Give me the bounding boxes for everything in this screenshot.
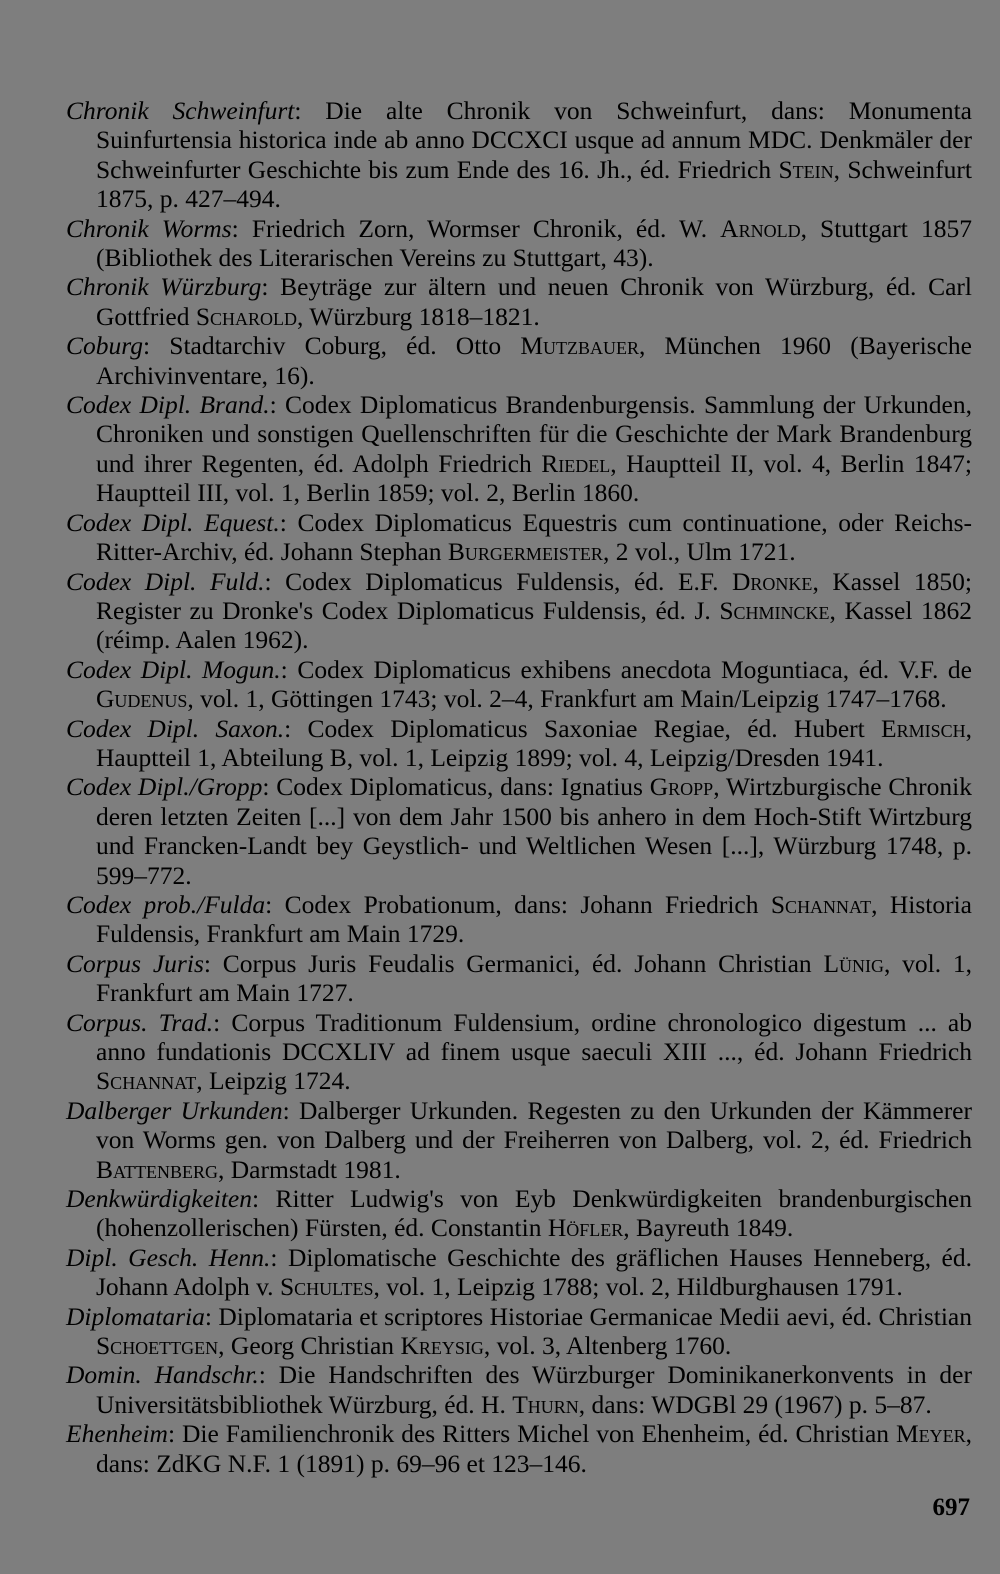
bibliography-entry [66,713,972,773]
entry-text: , Bayreuth 1849. [623,1213,794,1243]
editor-name: Burgermeister [447,537,603,567]
bibliography-entry [66,213,972,273]
entry-separator: : [167,1419,182,1449]
entry-separator: : [261,272,281,302]
editor-name: Gudenus [96,684,188,714]
entry-text: , Georg Christian [218,1331,401,1361]
bibliography-entry [66,507,972,567]
bibliography-entry [66,1095,972,1184]
bibliography-entry [66,654,972,714]
entry-text: Codex Diplomaticus Fuldensis, éd. E.F. [285,566,733,596]
bibliography-entry [66,772,972,890]
entry-abbreviation: Codex Dipl./Gropp [66,772,263,802]
entry-text: , 2 vol., Ulm 1721. [602,537,796,567]
editor-name: Schmincke [719,595,830,625]
editor-name: Arnold [720,213,801,243]
entry-text: , Historia Fuldensis, Frankfurt am Main 1729. [96,889,972,949]
entry-abbreviation: Chronik Würzburg [66,272,262,302]
entry-text: Friedrich Zorn, Wormser Chronik, éd. W. [251,213,721,243]
entry-abbreviation: Chronik Worms [66,213,232,243]
entry-separator: : [258,1360,279,1390]
bibliography-entry [66,1184,973,1243]
entry-separator: : [264,566,286,596]
editor-name: Gropp [649,772,714,802]
entry-text: , dans: WDGBl 29 (1967) p. 5–87. [578,1389,932,1419]
entry-text: Beyträge zur ältern und neuen Chronik von Würzburg, éd. Carl Gottfried [96,272,972,331]
entry-separator: : [231,213,252,243]
editor-name: Schannat [96,1066,197,1096]
entry-text: , Kassel 1862 (réimp. Aalen 1962). [96,595,972,655]
entry-separator: : [262,772,277,802]
editor-name: Riedel [541,448,611,478]
entry-text: Codex Diplomaticus exhibens anecdota Moguntiaca, éd. V.F. de [297,654,972,684]
entry-abbreviation: Dipl. Gesch. Henn. [66,1242,271,1272]
bibliography-entry [66,948,973,1008]
entry-separator: : [284,713,308,743]
entry-text: , vol. 3, Altenberg 1760. [483,1331,732,1361]
entry-abbreviation: Coburg [66,331,143,361]
editor-name: Ermisch [881,713,966,743]
entry-text: Ritter Ludwig's von Eyb Denkwürdigkeiten brandenburgischen (hohenzollerischen) Fürsten, éd. Constantin [96,1184,973,1243]
entry-text: , München 1960 (Bayerische Archivinventare, 16). [96,331,972,390]
entry-text: , Hauptteil 1, Abteilung B, vol. 1, Leipzig 1899; vol. 4, Leipzig/Dresden 1941. [96,713,972,772]
entry-text: Codex Diplomaticus, dans: Ignatius [276,772,650,802]
bibliography-entry [66,1419,972,1478]
entry-text: Die Handschriften des Würzburger Dominikanerkonvents in der Universitätsbibliothek Würzburg, éd. H. [96,1360,972,1419]
entry-separator: : [204,1301,219,1331]
editor-name: Battenberg [96,1154,219,1184]
editor-name: Schoettgen [96,1331,219,1361]
entry-abbreviation: Codex Dipl. Mogun. [66,654,281,684]
entry-abbreviation: Dalberger Urkunden [66,1095,283,1125]
entry-text: Codex Diplomaticus Equestris cum continuatione, oder Reichs-Ritter-Archiv, éd. Johann Stephan [96,507,972,567]
entry-abbreviation: Codex prob./Fulda [66,889,266,919]
entry-text: Corpus Traditionum Fuldensium, ordine chronologico digestum ... ab anno fundationis DCCXLIV ad finem usque saeculi XIII ..., éd. Johann Friedrich [96,1007,972,1066]
entry-abbreviation: Diplomataria [66,1301,205,1331]
entry-text: Codex Probationum, dans: Johann Friedrich [284,889,771,919]
entry-abbreviation: Domin. Handschr. [66,1360,259,1390]
entry-separator: : [269,390,286,420]
editor-name: Schultes [279,1272,374,1302]
bibliography-entry [66,566,973,655]
editor-name: Schannat [770,889,872,919]
entry-text: , Darmstadt 1981. [218,1154,401,1184]
entry-separator: : [265,889,285,919]
bibliography-entry [66,331,972,390]
bibliography-entry [66,272,972,331]
entry-text: Diplomataria et scriptores Historiae Germanicae Medii aevi, éd. Christian [218,1301,972,1331]
bibliography-entry [66,1360,972,1419]
editor-name: Dronke [732,566,813,596]
entry-text: , vol. 1, Frankfurt am Main 1727. [96,948,973,1008]
entry-text: Diplomatische Geschichte des gräflichen Hauses Henneberg, éd. Johann Adolph v. [96,1242,972,1302]
entry-text: Corpus Juris Feudalis Germanici, éd. Johann Christian [222,948,824,978]
bibliography-entry [66,1301,972,1361]
entry-abbreviation: Codex Dipl. Brand. [66,390,270,420]
editor-name: Scharold [195,301,298,331]
entry-text: Die alte Chronik von Schweinfurt, dans: Monumenta Suinfurtensia historica inde ab anno DCCXCI usque ad annum MDC. Denkmäler der Schweinfurter Geschichte bis zum Ende des 16. Jh., éd. Friedrich [96,96,972,184]
entry-abbreviation: Codex Dipl. Saxon. [66,713,285,743]
entry-separator: : [213,1007,232,1037]
bibliography-list [66,96,972,1478]
entry-separator: : [294,96,326,125]
entry-text: , dans: ZdKG N.F. 1 (1891) p. 69–96 et 123–146. [96,1419,972,1478]
entry-text: Codex Diplomaticus Brandenburgensis. Sammlung der Urkunden, Chroniken und sonstigen Quellenschriften für die Geschichte der Mark Brandenburg und ihrer Regenten, éd. Adolph Friedrich [96,390,972,478]
entry-text: , Kassel 1850; Register zu Dronke's Codex Diplomaticus Fuldensis, éd. J. [96,566,973,625]
entry-text: , vol. 1, Göttingen 1743; vol. 2–4, Frankfurt am Main/Leipzig 1747–1768. [187,684,947,714]
entry-abbreviation: Codex Dipl. Fuld. [66,566,265,596]
editor-name: Kreysig [400,1331,484,1361]
entry-separator: : [279,507,298,537]
entry-abbreviation: Denkwürdigkeiten [66,1184,252,1214]
entry-abbreviation: Ehenheim [66,1419,168,1449]
bibliography-entry [66,96,972,214]
entry-text: Stadtarchiv Coburg, éd. Otto [169,331,521,361]
entry-text: , vol. 1, Leipzig 1788; vol. 2, Hildburghausen 1791. [373,1272,903,1302]
entry-separator: : [280,654,298,684]
entry-text: , Stuttgart 1857 (Bibliothek des Literarischen Vereins zu Stuttgart, 43). [96,213,972,273]
bibliography-entry [66,889,972,949]
entry-abbreviation: Codex Dipl. Equest. [66,507,280,537]
bibliography-entry [66,390,972,508]
entry-text: Die Familienchronik des Ritters Michel von Ehenheim, éd. Christian [182,1419,896,1449]
entry-separator: : [282,1095,299,1125]
editor-name: Lünig [823,948,885,978]
bibliography-entry [66,1007,972,1096]
entry-separator: : [270,1242,288,1272]
entry-text: , Wirtzburgische Chronik deren letzten Zeiten [...] von dem Jahr 1500 bis anhero in dem Hoch-Stift Wirtzburg und Francken-Landt bey Geystlich- und Weltlichen Wesen [...], Würzburg 1748, p. 599–772. [96,772,972,890]
editor-name: Höfler [547,1213,624,1243]
entry-text: , Schweinfurt 1875, p. 427–494. [96,154,972,214]
entry-separator: : [252,1184,276,1214]
entry-separator: : [203,948,223,978]
editor-name: Thurn [512,1389,579,1419]
entry-separator: : [143,331,170,361]
entry-text: , Leipzig 1724. [196,1066,351,1096]
bibliography-entry [66,1242,972,1302]
entry-text: Dalberger Urkunden. Regesten zu den Urkunden der Kämmerer von Worms gen. von Dalberg und der Freiherren von Dalberg, vol. 2, éd. Friedrich [96,1095,972,1155]
entry-text: , Hauptteil II, vol. 4, Berlin 1847; Hauptteil III, vol. 1, Berlin 1859; vol. 2, Berlin 1860. [96,448,972,508]
entry-text: , Würzburg 1818–1821. [297,301,540,331]
editor-name: Meyer [895,1419,966,1449]
page-number: 697 [932,1494,970,1521]
entry-abbreviation: Chronik Schweinfurt [66,96,295,125]
entry-text: Codex Diplomaticus Saxoniae Regiae, éd. Hubert [307,713,882,743]
editor-name: Stein [778,154,834,184]
entry-abbreviation: Corpus Juris [66,948,204,978]
entry-abbreviation: Corpus. Trad. [66,1007,214,1037]
bibliography-page [66,96,972,1478]
editor-name: Mutzbauer [520,331,639,361]
